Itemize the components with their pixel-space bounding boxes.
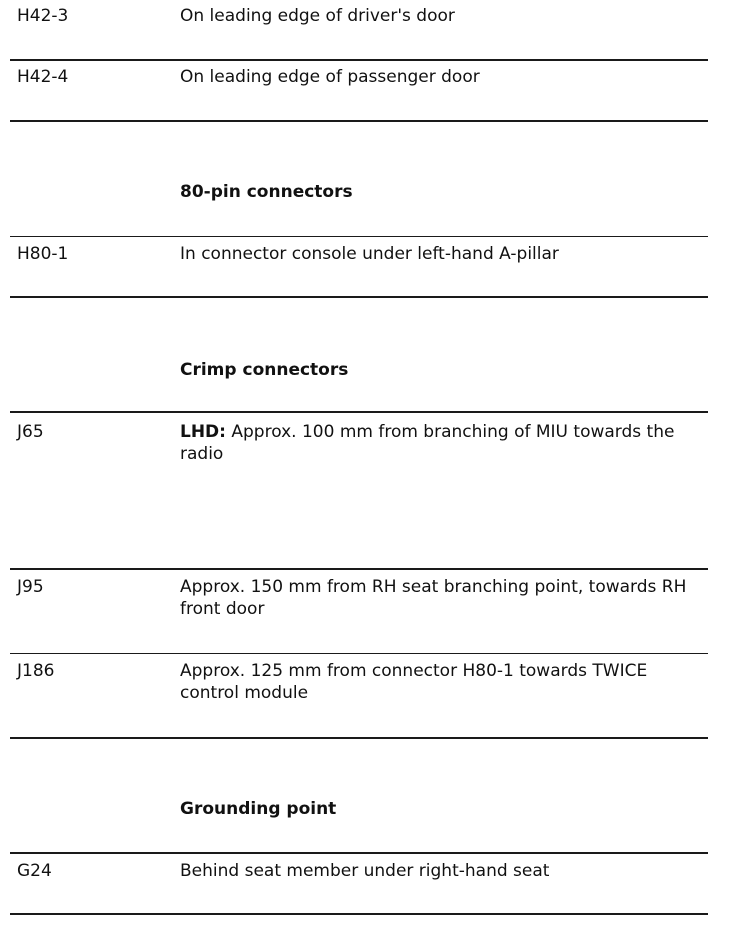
- connector-location: Approx. 150 mm from RH seat branching point, towards RH front door: [180, 577, 687, 619]
- row-divider: [10, 236, 708, 237]
- row-divider: [10, 411, 708, 413]
- connector-location: Approx. 125 mm from connector H80-1 towards TWICE control module: [180, 661, 648, 703]
- drive-side-prefix: LHD:: [180, 422, 226, 442]
- row-divider: [10, 852, 708, 854]
- connector-code: J95: [17, 577, 44, 597]
- connector-location: On leading edge of passenger door: [180, 67, 480, 87]
- connector-code: G24: [17, 861, 52, 881]
- location-text: Approx. 100 mm from branching of MIU towards the radio: [180, 422, 675, 464]
- row-divider: [10, 568, 708, 570]
- connector-code: H80-1: [17, 244, 69, 264]
- section-heading-grounding: Grounding point: [180, 799, 337, 819]
- connector-code: J186: [17, 661, 55, 681]
- connector-location: In connector console under left-hand A-pillar: [180, 244, 559, 264]
- connector-location: [180, 421, 710, 465]
- connector-code: H42-3: [17, 6, 69, 26]
- row-divider: [10, 913, 708, 915]
- connector-code: H42-4: [17, 67, 69, 87]
- section-heading-80-pin: 80-pin connectors: [180, 182, 353, 202]
- section-heading-crimp: Crimp connectors: [180, 360, 349, 380]
- connector-location: On leading edge of driver's door: [180, 6, 455, 26]
- row-divider: [10, 120, 708, 122]
- row-divider: [10, 296, 708, 298]
- connector-location: Behind seat member under right-hand seat: [180, 861, 550, 881]
- connector-code: J65: [17, 422, 44, 442]
- row-divider: [10, 737, 708, 739]
- row-divider: [10, 59, 708, 61]
- row-divider: [10, 653, 708, 654]
